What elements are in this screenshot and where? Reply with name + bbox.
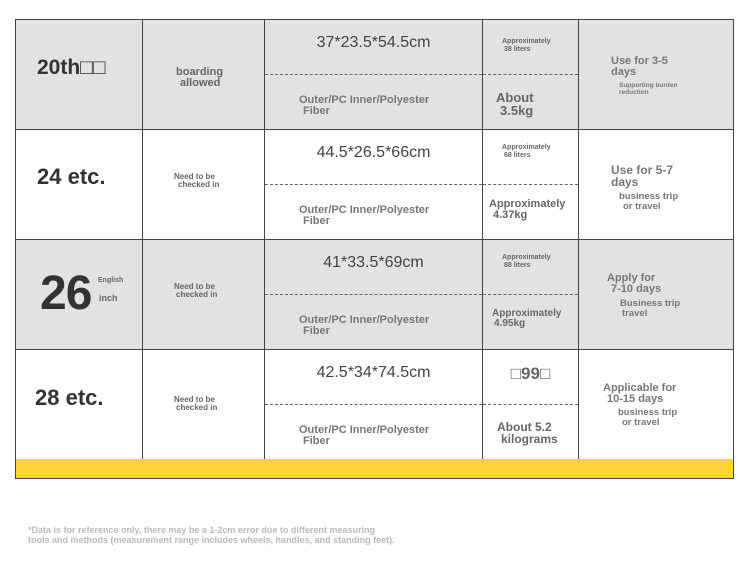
size-label: 24 etc. [37,164,106,189]
size-cell [16,240,143,349]
capacity-value: Approximately 38 liters [502,38,551,53]
dimension-cell [265,20,483,129]
usage-note: Business trip travel [620,298,681,319]
dimension-cell [265,240,483,349]
material-value: Outer/PC Inner/Polyester Fiber [299,424,430,447]
disclaimer-text: *Data is for reference only, there may be a 1-2cm error due to different measuring tools and methods (measurement range includes wheels, handles, and standing feet). [28,525,395,545]
weight-value: Approximately 4.37kg [489,198,566,221]
luggage-spec-table [15,19,734,461]
material-value: Outer/PC Inner/Polyester Fiber [299,94,430,117]
weight-value: About 5.2 kilograms [497,420,558,446]
material-value: Outer/PC Inner/Polyester Fiber [299,204,430,227]
capacity-weight-cell [483,130,579,239]
usage-cell [579,240,733,349]
accent-bar [15,459,734,479]
size-label: 28 etc. [35,385,104,410]
usage-note: Supporting burden reduction [619,82,678,96]
usage-label: Applicable for 10-15 days [603,382,677,405]
size-label: 20th□□ [37,56,106,79]
capacity-weight-cell [483,350,579,459]
table-row [16,130,733,240]
size-label: 26 [40,267,92,320]
size-cell [16,130,143,239]
boarding-label: boarding allowed [176,66,224,89]
table-row [16,20,733,130]
capacity-weight-cell [483,20,579,129]
capacity-value: □99□ [510,364,551,383]
usage-cell [579,350,733,459]
boarding-label: Need to be checked in [174,172,220,189]
dimensions-value: 37*23.5*54.5cm [316,34,431,51]
boarding-label: Need to be checked in [174,395,218,412]
size-cell [16,350,143,459]
boarding-cell [143,130,265,239]
usage-label: Use for 3-5 days [611,55,668,78]
weight-value: Approximately 4.95kg [492,308,562,329]
dimensions-value: 41*33.5*69cm [323,254,424,271]
usage-label: Apply for 7-10 days [607,272,662,295]
dimensions-value: 42.5*34*74.5cm [316,364,431,381]
boarding-cell [143,240,265,349]
usage-cell [579,20,733,129]
size-unit-label: inch [99,293,118,303]
capacity-weight-cell [483,240,579,349]
boarding-cell [143,20,265,129]
weight-value: About 3.5kg [496,90,534,118]
dimensions-value: 44.5*26.5*66cm [316,144,431,161]
usage-note: business trip or travel [619,191,679,212]
usage-note: business trip or travel [618,407,678,428]
dimension-cell [265,350,483,459]
table-row [16,240,733,350]
table-row [16,350,733,460]
size-cell [16,20,143,129]
usage-label: Use for 5-7 days [611,163,674,189]
capacity-value: Approximately 88 liters [502,254,551,269]
material-value: Outer/PC Inner/Polyester Fiber [299,314,430,337]
boarding-cell [143,350,265,459]
usage-cell [579,130,733,239]
capacity-value: Approximately 68 liters [502,144,551,159]
size-unit-label: English [98,277,124,284]
boarding-label: Need to be checked in [174,282,218,299]
dimension-cell [265,130,483,239]
